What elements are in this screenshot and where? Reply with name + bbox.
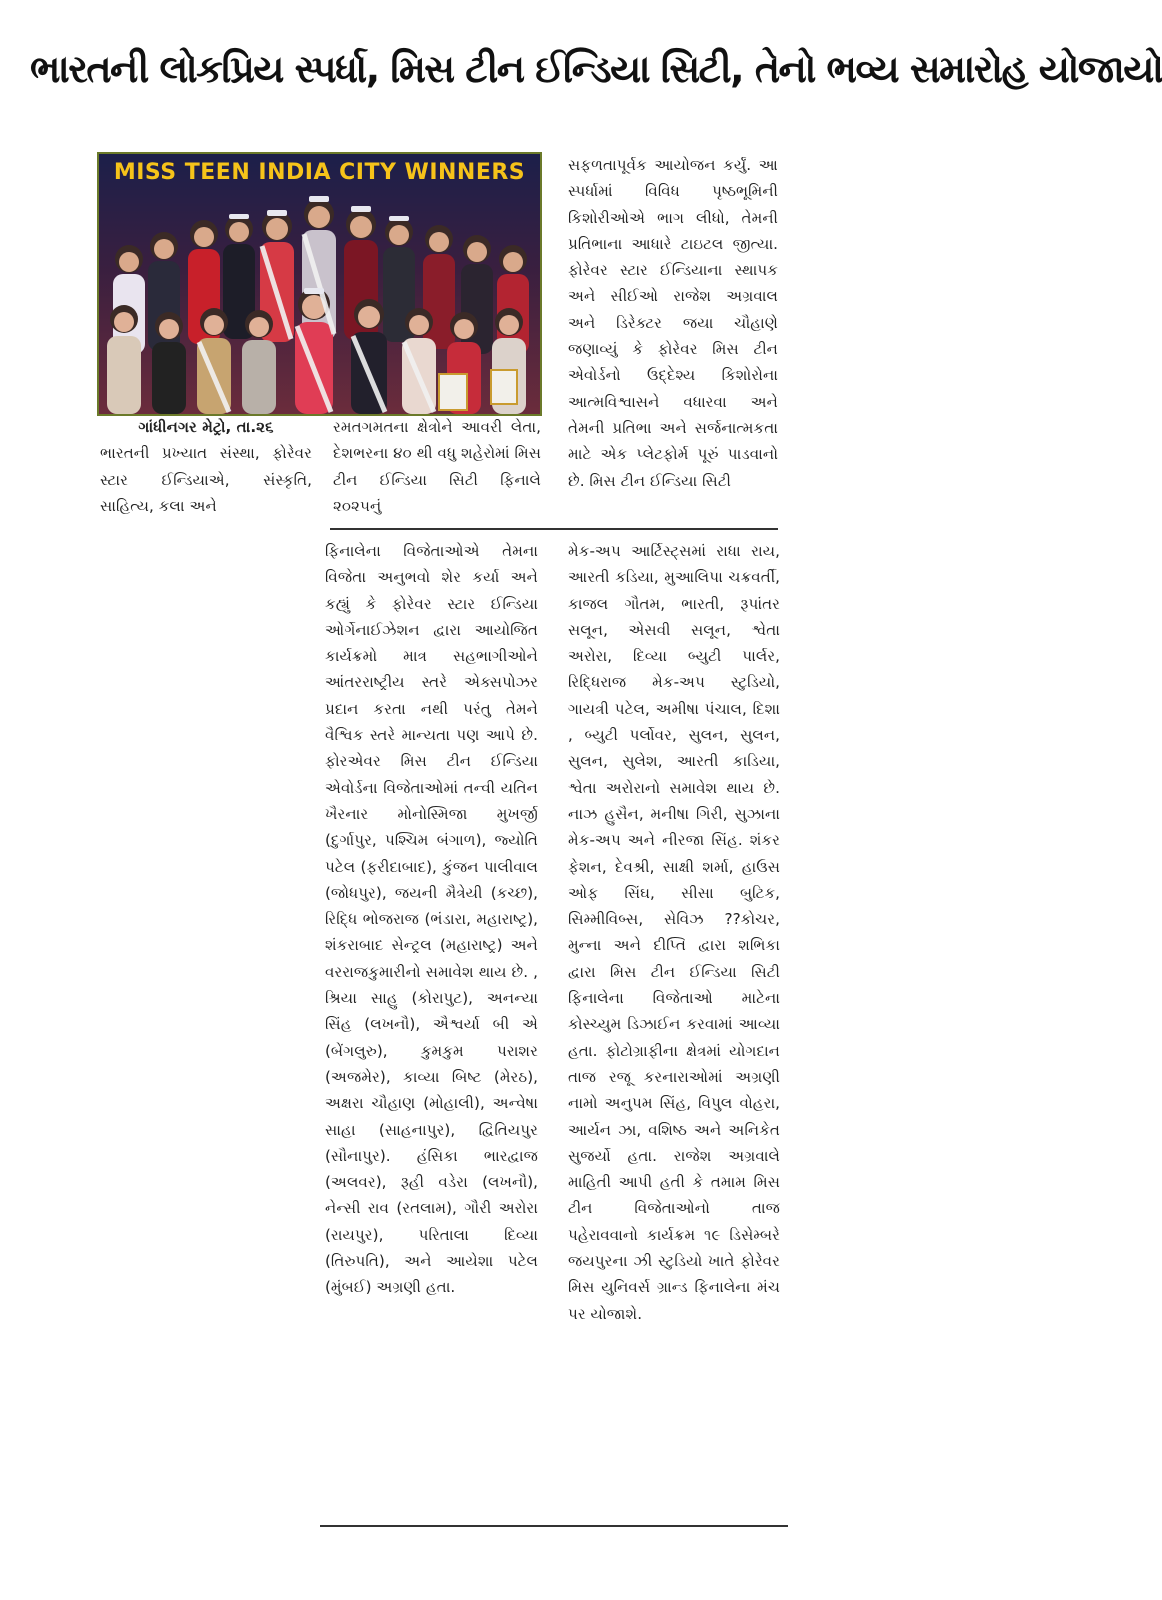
article-intro-column-b: [333, 414, 541, 519]
article-right-column: [568, 538, 780, 1327]
section-divider-top: [330, 528, 778, 530]
article-intro-column-a: [100, 414, 312, 519]
intro-text-b: રમતગમતના ક્ષેત્રોને આવરી લેતા, દેશભરના ૪૦ થી વધુ શહેરોમાં મિસ ટીન ઈન્ડિયા સિટી ફિનાલે ૨૦૨૫નું: [333, 418, 541, 515]
intro-text-a: ભારતની પ્રખ્યાત સંસ્થા, ફોરેવર સ્ટાર ઈન્ડિયાએ, સંસ્કૃતિ, સાહિત્ય, કલા અને: [100, 444, 312, 515]
dateline: ગાંધીનગર મેટ્રો, તા.૨૬: [138, 418, 274, 436]
right-top-text: સફળતાપૂર્વક આયોજન કર્યું. આ સ્પર્ધામાં વિવિધ પૃષ્ઠભૂમિની કિશોરીઓએ ભાગ લીધો, તેમની પ્રતિભાના આધારે ટાઇટલ જીત્યા. ફોરેવર સ્ટાર ઈન્ડિયાના સ્થાપક અને સીઈઓ રાજેશ અગ્રવાલ અને ડિરેક્ટર જયા ચૌહાણે જણાવ્યું કે ફોરેવર મિસ ટીન એવોર્ડનો ઉદ્દેશ્ય કિશોરોના આત્મવિશ્વાસને વધારવા અને તેમની પ્રતિભા અને સર્જનાત્મકતા માટે એક પ્લેટફોર્મ પૂરું પાડવાનો છે. મિસ ટીન ઈન્ડિયા સિટી: [568, 156, 778, 490]
winners-photo: [97, 152, 542, 416]
right-text: મેક-અપ આર્ટિસ્ટ્સમાં રાધા રાય, આરતી કડિયા, મુઆલિપા ચક્રવર્તી, કાજલ ગૌતમ, ભારતી, રૂપાંતર સલૂન, એસવી સલૂન, શ્વેતા અરોરા, દિવ્યા બ્યુટી પાર્લર, રિદ્ધિરાજ મેક-અપ સ્ટુડિયો, ગાયત્રી પટેલ, અમીષા પંચાલ, દિશા , બ્યુટી પર્લોવર, સુલન, સુલન, સુલન, સુલેશ, આરતી કાડિયા, શ્વેતા અરોરાનો સમાવેશ થાય છે. નાઝ હુસૈન, મનીષા ગિરી, સુઝાના મેક-અપ અને નીરજા સિંહ. શંકર ફેશન, દેવશ્રી, સાક્ષી શર્મા, હાઉસ ઓફ સિંઘ, સીસા બુટિક, સિમ્મીવિબ્સ, સેવિઝ ??કોચર, મુન્ના અને દીપ્તિ દ્વારા શભિકા દ્વારા મિસ ટીન ઈન્ડિયા સિટી ફિનાલેના વિજેતાઓ માટેના કોસ્ચ્યુમ ડિઝાઈન કરવામાં આવ્યા હતા. ફોટોગ્રાફીના ક્ષેત્રમાં યોગદાન તાજ રજૂ કરનારાઓમાં અગ્રણી નામો અનુપમ સિંહ, વિપુલ વોહરા, આર્યન ઝા, વશિષ્ઠ અને અનિકેત સુજર્યો હતા. રાજેશ અગ્રવાલે માહિતી આપી હતી કે તમામ મિસ ટીન વિજેતાઓનો તાજ પહેરાવવાનો કાર્યક્રમ ૧૯ ડિસેમ્બરે જયપુરના ઝી સ્ટુડિયો ખાતે ફોરેવર મિસ યુનિવર્સ ગ્રાન્ડ ફિનાલેના મંચ પર યોજાશે.: [568, 542, 780, 1323]
winners-group-illustration: [99, 154, 540, 414]
article-right-top-column: [568, 152, 778, 494]
middle-text: ફિનાલેના વિજેતાઓએ તેમના વિજેતા અનુભવો શેર કર્યા અને કહ્યું કે ફોરેવર સ્ટાર ઈન્ડિયા ઓર્ગેનાઈઝેશન દ્વારા આયોજિત કાર્યક્રમો માત્ર સહભાગીઓને આંતરરાષ્ટ્રીય સ્તરે એક્સપોઝર પ્રદાન કરતા નથી પરંતુ તેમને વૈશ્વિક સ્તરે માન્યતા પણ આપે છે. ફોરએવર મિસ ટીન ઈન્ડિયા એવોર્ડના વિજેતાઓમાં તન્વી યતિન ખૈરનાર મોનોસ્મિજા મુખર્જી (દુર્ગાપુર, પશ્ચિમ બંગાળ), જ્યોતિ પટેલ (ફરીદાબાદ), કુંજન પાલીવાલ (જોધપુર), જયની મૈત્રેયી (કચ્છ), રિદ્ધિ ભોજરાજ (ભંડારા, મહારાષ્ટ્ર), શંકરાબાદ સેન્ટ્રલ (મહારાષ્ટ્ર) અને વરરાજકુમારીનો સમાવેશ થાય છે. , શ્રિયા સાહુ (કોરાપુટ), અનન્યા સિંહ (લખનૌ), ઐશ્વર્યા બી એ (બેંગલુરુ), કુમકુમ પરાશર (અજમેર), કાવ્યા બિષ્ટ (મેરઠ), અક્ષરા ચૌહાણ (મોહાલી), અન્વેષા સાહા (સાહનાપુર), દ્વિતિયપુર (સૌનાપુર). હંસિકા ભારદ્વાજ (અલવર), રૂહી વડેરા (લખનૌ), નેન્સી રાવ (રતલામ), ગૌરી અરોરા (રાયપુર), પરિતાલા દિવ્યા (તિરુપતિ), અને આયેશા પટેલ (મુંબઈ) અગ્રણી હતા.: [325, 542, 538, 1297]
headline: ભારતની લોકપ્રિય સ્પર્ધા, મિસ ટીન ઈન્ડિયા સિટી, તેનો ભવ્ય સમારોહ યોજાયો: [30, 47, 1162, 91]
photo-title: MISS TEEN INDIA CITY WINNERS: [113, 160, 526, 185]
article-middle-column: [325, 538, 538, 1301]
section-divider-bottom: [320, 1525, 788, 1527]
